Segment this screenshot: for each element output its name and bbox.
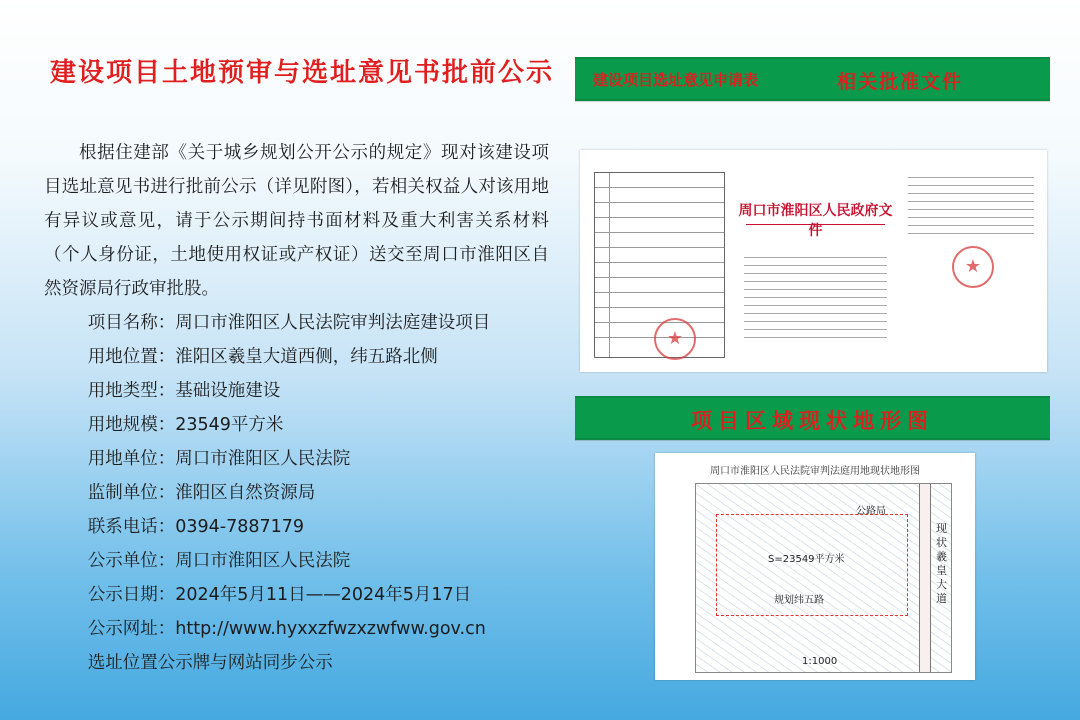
gov-doc-title: 周口市淮阳区人民政府文件 — [738, 203, 893, 239]
road-bottom-label: 规划纬五路 — [774, 595, 824, 606]
field-label: 公示单位： — [87, 551, 176, 571]
field-land-location — [44, 340, 549, 374]
field-label: 监制单位： — [87, 483, 176, 503]
page-title: 建设项目土地预审与选址意见书批前公示 — [50, 58, 555, 88]
red-seal-icon: ★ — [654, 318, 696, 360]
intro-paragraph: 根据住建部《关于城乡规划公开公示的规定》现对该建设项目选址意见书进行批前公示（详见附图），若相关权益人对该用地有异议或意见，请于公示期间持书面材料及重大利害关系材料（个人身份证，土地使用权证或产权证）送交至周口市淮阳区自然资源局行政审批股。 — [44, 143, 549, 299]
approval-text-image — [902, 158, 1040, 364]
field-land-scale — [44, 408, 549, 442]
field-label: 项目名称： — [87, 313, 176, 333]
bureau-label: 公路局 — [856, 506, 886, 517]
field-value: 周口市淮阳区人民法院 — [175, 449, 351, 469]
gov-doc-rule — [746, 224, 885, 225]
map-title: 周口市淮阳区人民法院审判法庭用地现状地形图 — [710, 466, 920, 477]
field-date — [44, 578, 549, 612]
field-value: 23549平方米 — [175, 415, 284, 435]
field-label: 用地类型： — [87, 381, 176, 401]
documents-panel — [580, 150, 1047, 372]
field-label: 联系电话： — [87, 517, 176, 537]
field-value: 周口市淮阳区人民法院审判法庭建设项目 — [175, 313, 491, 333]
field-value: 淮阳区羲皇大道西侧，纬五路北侧 — [175, 347, 438, 367]
field-label: 用地规模： — [87, 415, 176, 435]
site-area-label: S=23549平方米 — [768, 554, 845, 565]
application-form-image — [592, 158, 727, 364]
documents-header-bar — [575, 57, 1050, 101]
red-seal-icon: ★ — [952, 246, 994, 288]
field-value: 2024年5月11日——2024年5月17日 — [175, 585, 472, 605]
field-value: 周口市淮阳区人民法院 — [175, 551, 351, 571]
field-website — [44, 612, 549, 646]
gov-document-image — [738, 158, 893, 364]
map-scale-label: 1:1000 — [802, 656, 838, 667]
approval-text-lines — [902, 170, 1040, 241]
gov-doc-text-lines — [738, 250, 893, 345]
field-land-unit — [44, 442, 549, 476]
field-label: 公示日期： — [87, 585, 176, 605]
field-value: 0394-7887179 — [175, 517, 305, 537]
footer-note: 选址位置公示牌与网站同步公示 — [87, 653, 333, 673]
notice-body — [44, 136, 549, 680]
map-section-title: 项目区域现状地形图 — [691, 409, 934, 433]
field-label: 用地位置： — [87, 347, 176, 367]
field-list — [44, 306, 549, 680]
terrain-map — [695, 483, 952, 673]
map-main-road — [919, 484, 931, 672]
application-form-label: 建设项目选址意见申请表 — [593, 71, 759, 89]
field-publisher — [44, 544, 549, 578]
approval-docs-label: 相关批准文件 — [837, 71, 964, 93]
terrain-map-panel — [655, 453, 975, 680]
field-phone — [44, 510, 549, 544]
field-label: 用地单位： — [87, 449, 176, 469]
field-value: http://www.hyxxzfwzxzwfww.gov.cn — [175, 619, 486, 639]
field-project-name — [44, 306, 549, 340]
field-supervisor — [44, 476, 549, 510]
field-value: 淮阳区自然资源局 — [175, 483, 316, 503]
field-land-type — [44, 374, 549, 408]
road-right-label: 现状羲皇大道 — [936, 522, 947, 605]
field-label: 公示网址： — [87, 619, 176, 639]
map-header-bar — [575, 396, 1050, 440]
field-value: 基础设施建设 — [175, 381, 281, 401]
